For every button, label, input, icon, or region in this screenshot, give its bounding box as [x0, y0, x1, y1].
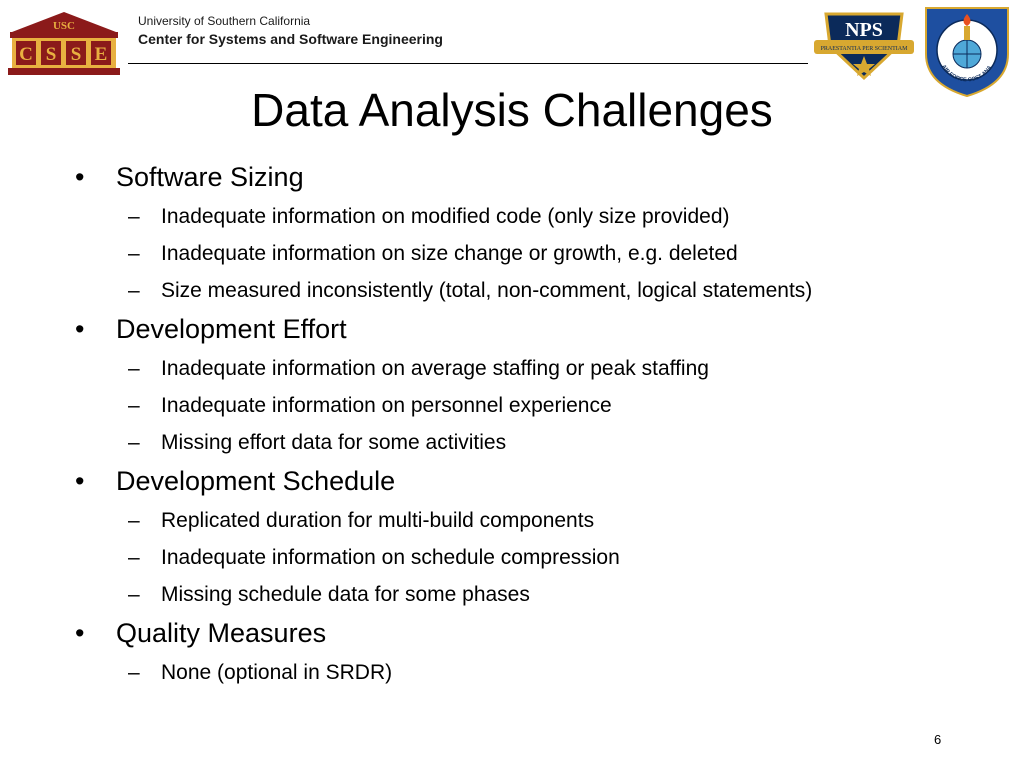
bullet-development-schedule [75, 463, 955, 499]
bullet-quality-measures [75, 615, 955, 651]
sub-bullet [75, 579, 955, 610]
csse-letter-s1: S [45, 44, 57, 65]
sub-bullet [75, 427, 955, 458]
center-name: Center for Systems and Software Engineering [138, 31, 443, 47]
sub-bullet [75, 201, 955, 232]
sub-bullet-text: Missing effort data for some activities [161, 431, 507, 454]
sub-bullet-text: Replicated duration for multi-build components [161, 509, 595, 532]
af-logo-text: AIR FORCE COST ANA [940, 63, 994, 84]
sub-bullet-text: Inadequate information on average staffing or peak staffing [161, 357, 709, 380]
sub-marker: – [128, 394, 140, 417]
sub-marker: – [128, 509, 140, 532]
bullet-heading: Development Schedule [116, 466, 396, 496]
sub-bullet-text: Inadequate information on modified code (only size provided) [161, 205, 730, 228]
sub-bullet-text: Size measured inconsistently (total, non-comment, logical statements) [161, 279, 813, 302]
sub-marker: – [128, 242, 140, 265]
bullet-marker: • [75, 466, 85, 496]
csse-letter-s2: S [70, 44, 82, 65]
sub-marker: – [128, 279, 140, 302]
bullet-heading: Quality Measures [116, 618, 327, 648]
sub-marker: – [128, 357, 140, 380]
sub-bullet [75, 238, 955, 269]
sub-bullet [75, 353, 955, 384]
bullet-heading: Software Sizing [116, 162, 304, 192]
sub-bullet-text: Inadequate information on personnel experience [161, 394, 612, 417]
nps-logo [812, 6, 916, 82]
sub-bullet-text: Inadequate information on schedule compression [161, 546, 620, 569]
sub-bullet-text: Missing schedule data for some phases [161, 583, 530, 606]
bullet-software-sizing [75, 159, 955, 195]
sub-bullet-text: None (optional in SRDR) [161, 661, 393, 684]
sub-marker: – [128, 583, 140, 606]
usc-csse-logo [8, 10, 120, 76]
sub-bullet-text: Inadequate information on size change or growth, e.g. deleted [161, 242, 738, 265]
usc-logo-text: USC [52, 20, 76, 32]
nps-motto: PRAESTANTIA PER SCIENTIAM [820, 46, 908, 52]
sub-marker: – [128, 431, 140, 454]
csse-letter-e: E [94, 44, 108, 65]
sub-bullet [75, 657, 955, 688]
university-name: University of Southern California [138, 14, 311, 28]
nps-logo-text: NPS [845, 19, 883, 41]
bullet-development-effort [75, 311, 955, 347]
sub-marker: – [128, 205, 140, 228]
bullet-marker: • [75, 314, 85, 344]
slide-title: Data Analysis Challenges [251, 84, 773, 136]
sub-bullet [75, 542, 955, 573]
slide-content [75, 154, 955, 688]
sub-bullet [75, 390, 955, 421]
bullet-marker: • [75, 162, 85, 192]
bullet-heading: Development Effort [116, 314, 347, 344]
sub-bullet [75, 275, 955, 306]
header-divider [128, 63, 808, 64]
header-text [138, 14, 443, 50]
page-number: 6 [934, 732, 942, 747]
csse-letter-c: C [19, 44, 33, 65]
bullet-marker: • [75, 618, 85, 648]
sub-marker: – [128, 661, 140, 684]
sub-marker: – [128, 546, 140, 569]
sub-bullet [75, 505, 955, 536]
